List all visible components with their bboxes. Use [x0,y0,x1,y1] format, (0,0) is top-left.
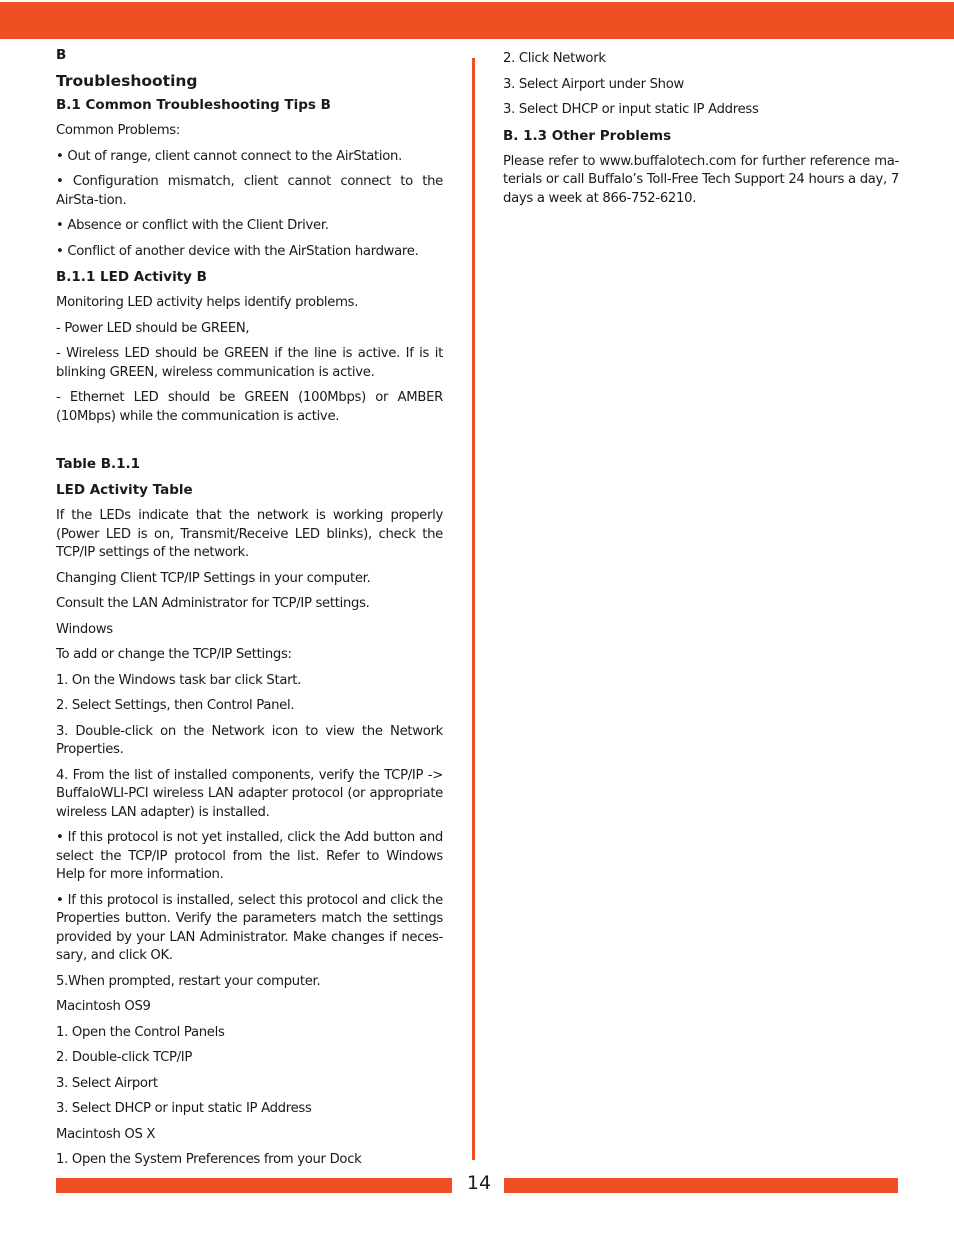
list-item: • Configuration mismatch, client cannot connect to the AirSta-tion. [56,174,443,208]
step-item: 2. Click Network [503,51,606,66]
paragraph: Monitoring LED activity helps identify problems. [56,295,359,310]
footer-accent-bar-right [504,1178,898,1193]
list-item: • If this protocol is not yet installed, click the Add button and select the TCP/IP protocol from the list. Refer to Windows Help for more information. [56,830,443,882]
step-item: 3. Select Airport under Show [503,76,684,92]
step-item: 1. Open the System Preferences from your Dock [56,1152,362,1167]
table-title: LED Activity Table [56,482,193,498]
paragraph: Common Problems: [56,123,181,138]
left-column [56,46,443,1177]
step-item: 5.When prompted, restart your computer. [56,973,321,989]
section-heading: B. 1.3 Other Problems [503,127,672,144]
list-item: - Power LED should be GREEN, [56,320,250,336]
header-accent-bar [0,2,954,39]
list-item: - Wireless LED should be GREEN if the line is active. If is it blinking GREEN, wireless communication is active. [56,346,443,380]
step-item: 3. Select Airport [56,1075,158,1091]
paragraph: Macintosh OS X [56,1126,156,1142]
paragraph: To add or change the TCP/IP Settings: [56,647,292,662]
list-item: • Absence or conflict with the Client Driver. [56,218,329,233]
table-label: Table B.1.1 [56,456,141,472]
paragraph: Macintosh OS9 [56,999,151,1014]
right-column [503,50,899,208]
step-item: 1. On the Windows task bar click Start. [56,672,301,688]
paragraph: Windows [56,621,113,637]
column-divider [472,58,475,1160]
page-title: Troubleshooting [56,72,198,90]
list-item: • Conflict of another device with the AirStation hardware. [56,243,419,259]
paragraph: Changing Client TCP/IP Settings in your computer. [56,570,371,586]
step-item: 3. Select DHCP or input static IP Address [56,1101,312,1116]
appendix-letter: B [56,47,66,63]
footer-accent-bar-left [56,1178,452,1193]
paragraph: Please refer to www.buffalotech.com for further reference ma-terials or call Buffalo’s Toll-Free Tech Support 24 hours a day, 7 days a week at 866-752-6210. [503,153,899,206]
step-item: 2. Select Settings, then Control Panel. [56,698,295,713]
step-item: 3. Double-click on the Network icon to view the Network Properties. [56,723,443,757]
section-heading: B.1 Common Troubleshooting Tips B [56,97,331,113]
step-item: 2. Double-click TCP/IP [56,1050,193,1065]
list-item: - Ethernet LED should be GREEN (100Mbps) or AMBER (10Mbps) while the communication is active. [56,390,443,424]
section-heading: B.1.1 LED Activity B [56,269,207,285]
step-item: 1. Open the Control Panels [56,1024,225,1040]
paragraph: If the LEDs indicate that the network is working properly (Power LED is on, Transmit/Receive LED blinks), check the TCP/IP settings of the network. [56,508,443,560]
step-item: 3. Select DHCP or input static IP Address [503,102,759,117]
list-item: • Out of range, client cannot connect to the AirStation. [56,148,403,164]
step-item: 4. From the list of installed components, verify the TCP/IP -> BuffaloWLI-PCI wireless LAN adapter protocol (or appropriate wireless LAN adapter) is installed. [56,767,443,820]
page-number: 14 [466,1172,492,1194]
list-item: • If this protocol is installed, select this protocol and click the Properties button. Verify the parameters match the settings provided by your LAN Administrator. Make changes if neces-sary, and click OK. [56,892,443,963]
paragraph: Consult the LAN Administrator for TCP/IP settings. [56,596,370,611]
